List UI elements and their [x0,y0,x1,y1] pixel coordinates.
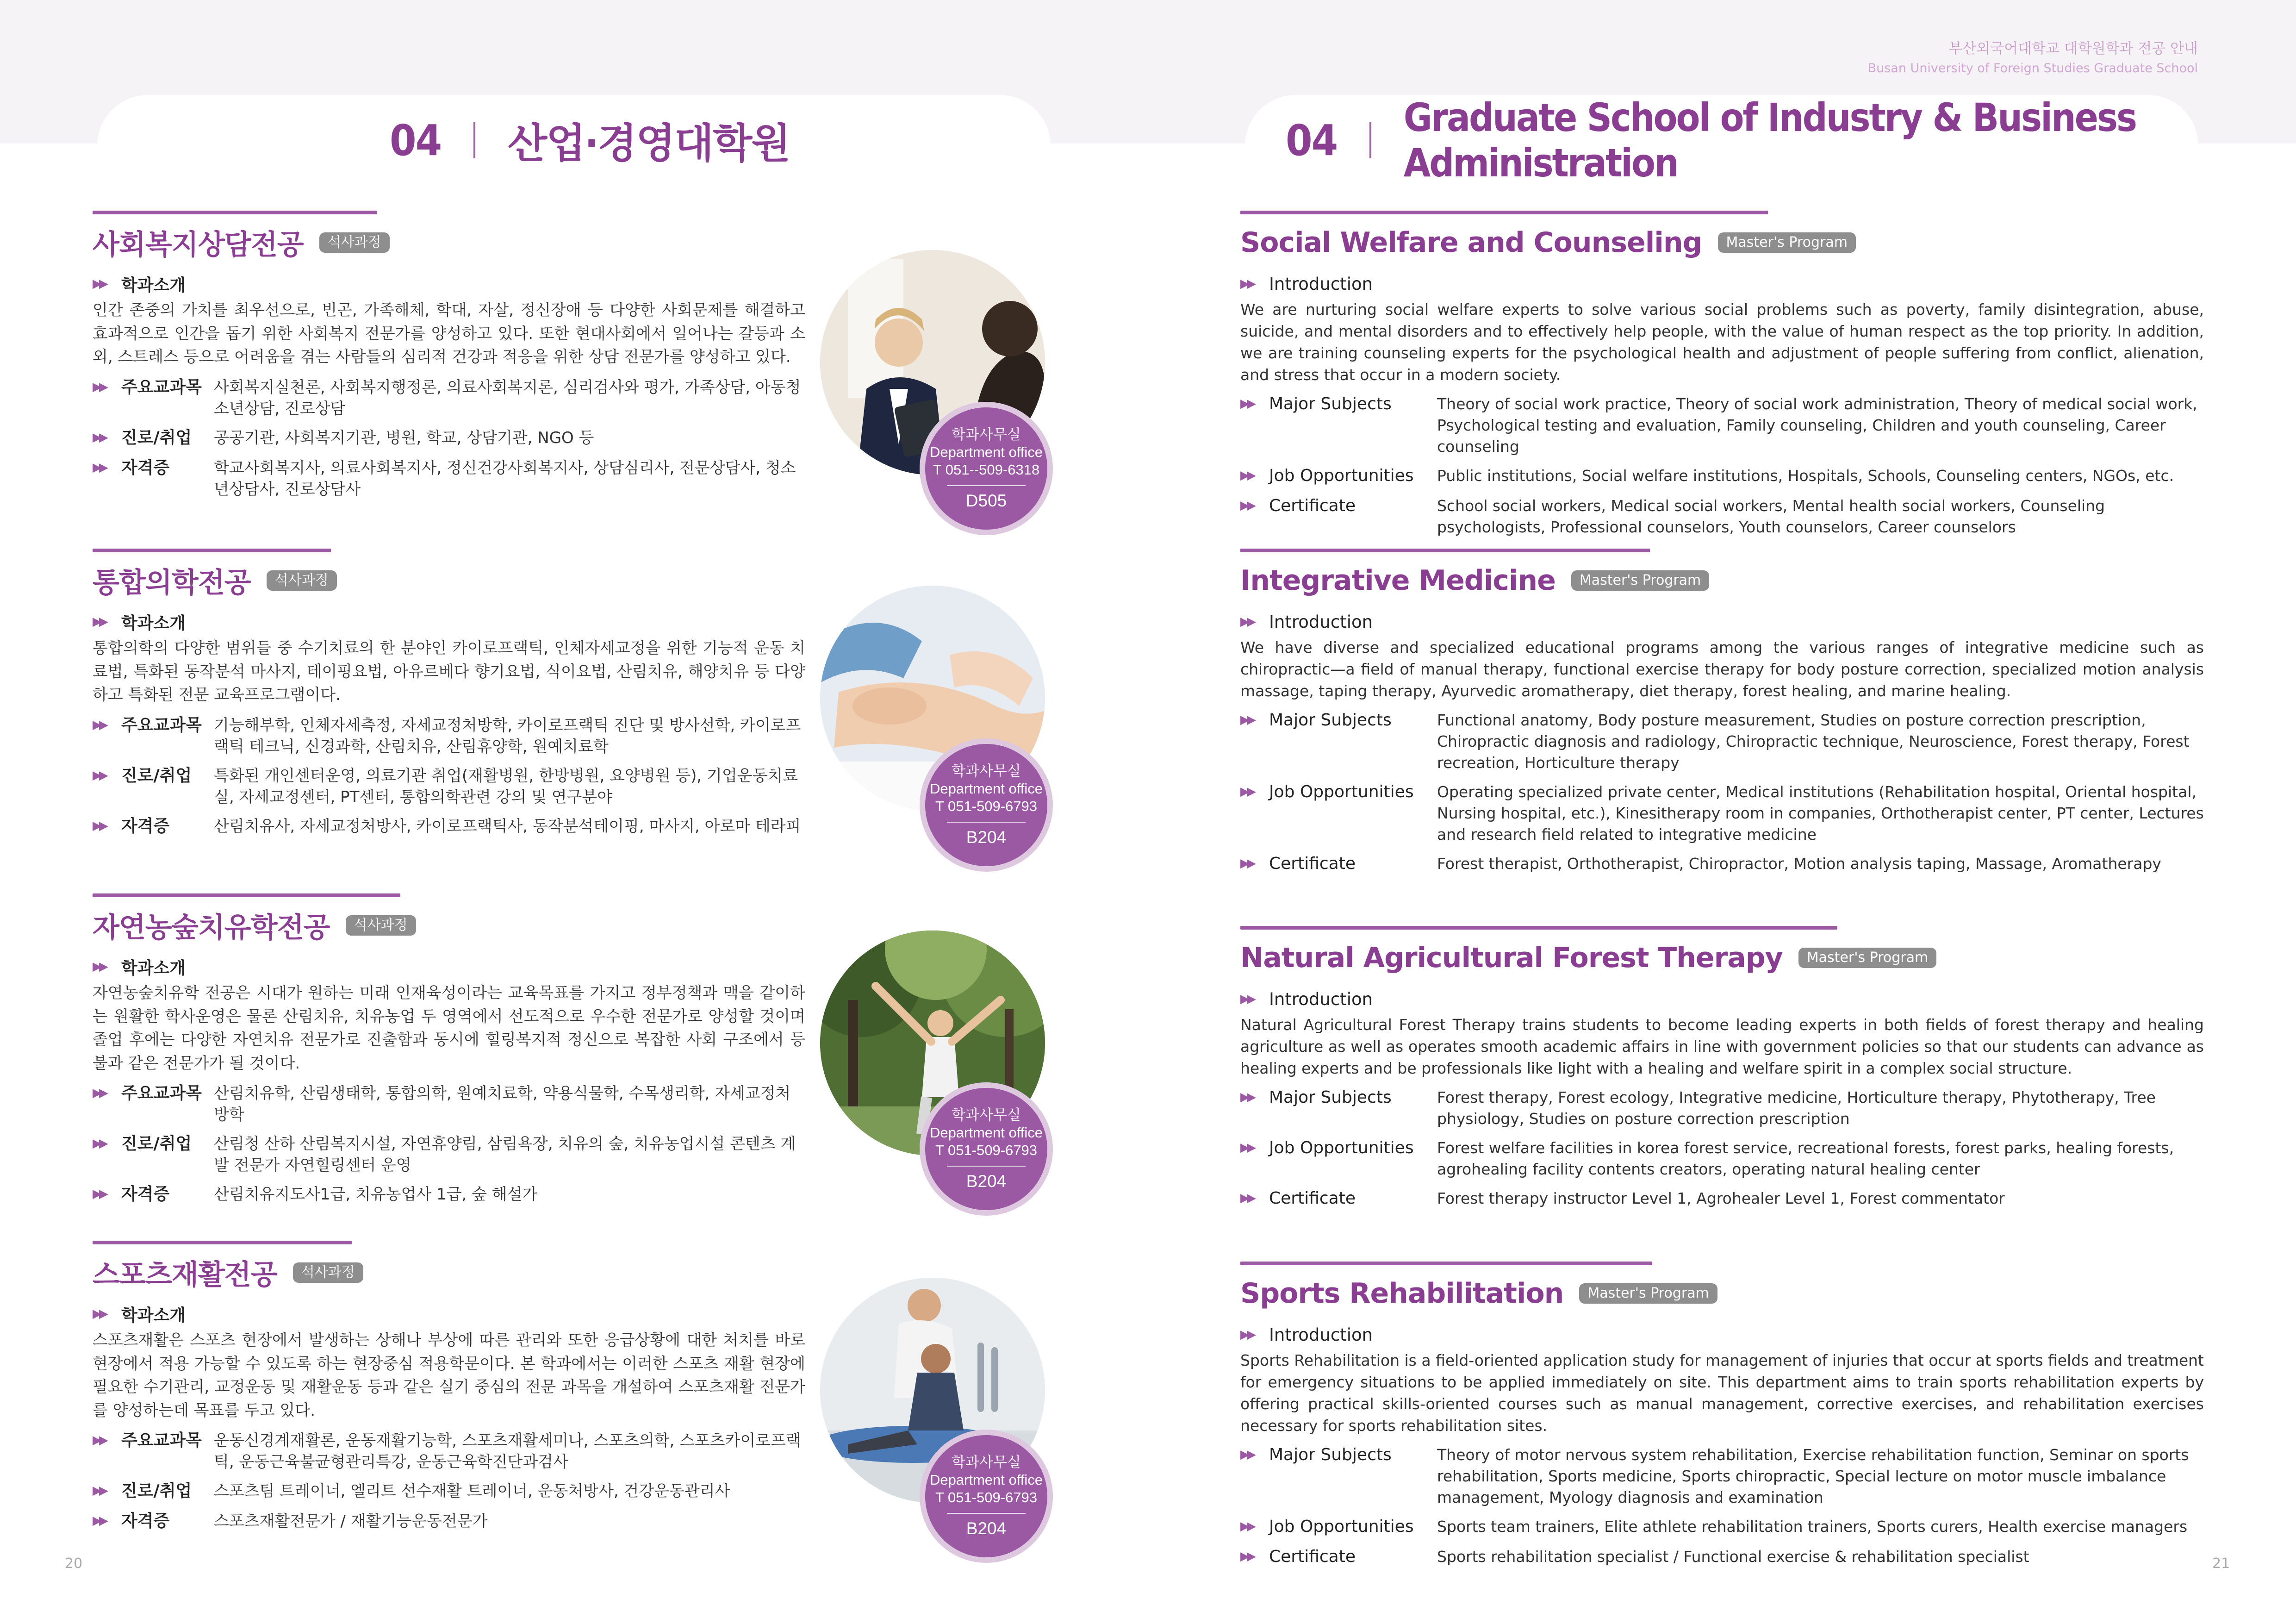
row-label [93,1479,214,1503]
section-heading [93,563,805,598]
title-number: 04 [390,115,442,165]
row-value: 산림치유지도사1급, 치유농업사 1급, 숲 해설가 [214,1185,538,1204]
row-value: 학교사회복지사, 의료사회복지사, 정신건강사회복지사, 상담심리사, 전문상담사, 청소년상담사, 진로상담사 [214,458,796,499]
row-label-text: 자격증 [121,1185,170,1204]
bullet-arrow-icon: ▶▶ [93,277,106,291]
intro-label: 학과소개 [121,275,186,295]
bullet-arrow-icon: ▶▶ [1240,468,1253,482]
row-value: Operating specialized private center, Medical institutions (Rehabilitation hospital, Oriental hospital, Nursing hospital, etc.), Kinesitherapy room in companies, Orthotherapist center, PT center, Lectures and research field related to integrative medicine [1437,783,2204,843]
info-row [93,1132,805,1176]
intro-paragraph: 스포츠재활은 스포츠 현장에서 발생하는 상해나 부상에 따른 관리와 또한 응급상황에 대한 처치를 바로 현장에서 적용 가능할 수 있도록 하는 현장중심 적용학문이다. 본 학과에서는 이러한 스포츠 재활 현장에 필요한 수기관리, 교정운동 및 재활운동 등과 같은 실기 중심의 전문 과목을 개설하여 스포츠재활 전문가를 양성하는데 목표를 두고 있다. [93,1331,805,1420]
intro-label: Introduction [1269,1324,1373,1345]
intro-label: Introduction [1269,612,1373,632]
title-number: 04 [1286,115,1338,165]
bullet-arrow-icon: ▶▶ [1240,1448,1253,1462]
section-title: Sports Rehabilitation [1240,1277,1564,1310]
office-en: Department office [929,781,1043,797]
program-badge: 석사과정 [267,570,337,591]
intro-paragraph: Natural Agricultural Forest Therapy trains students to become leading experts in both fields of forest therapy and healing agriculture as well as operates smooth academic affairs in line with government policies so that our students can advance as healing experts and be professionals like light with a healing and welfare spirit in a complex social structure. [1240,1016,2204,1077]
row-value: Sports rehabilitation specialist / Functional exercise & rehabilitation specialist [1437,1548,2029,1566]
row-label-text: 주요교과목 [121,1431,202,1450]
section-title: Natural Agricultural Forest Therapy [1240,942,1783,974]
row-label-text: Major Subjects [1269,1445,1392,1464]
info-row [93,426,805,450]
intro-paragraph: 인간 존중의 가치를 최우선으로, 빈곤, 가족해체, 학대, 자살, 정신장애 등 다양한 사회문제를 해결하고 효과적으로 인간을 돕기 위한 사회복지 전문가를 양성하고 있다. 또한 현대사회에서 일어나는 갈등과 소외, 스트레스 등으로 어려움을 겪는 사람들의 심리적 건강과 적응을 위한 상담 전문가를 양성하고 있다. [93,301,805,366]
info-row [1240,852,2204,875]
row-label-text: 진로/취업 [121,428,192,447]
bullet-arrow-icon: ▶▶ [93,1307,106,1321]
section-heading [93,225,805,260]
bullet-arrow-icon: ▶▶ [93,1187,106,1201]
bullet-arrow-icon: ▶▶ [1240,1141,1253,1155]
row-label-text: Major Subjects [1269,394,1392,413]
row-label-text: 자격증 [121,458,170,477]
bullet-arrow-icon: ▶▶ [93,818,106,833]
info-row [93,713,805,757]
title-divider [1369,122,1371,158]
intro-paragraph: 자연농숲치유학 전공은 시대가 원하는 미래 인재육성이라는 교육목표를 가지고 정부정책과 맥을 같이하는 원활한 학사운영은 물론 산림치유, 치유농업 두 영역에서 선도적으로 우수한 전문가로 양성할 것이며 졸업 후에는 다양한 자연치유 전문가로 진출함과 동시에 힐링복지적 정신으로 복잡한 사회 구조에서 등불과 같은 전문가가 될 것이다. [93,984,805,1073]
row-value: Forest therapist, Orthotherapist, Chiropractor, Motion analysis taping, Massage, Aromatherapy [1437,855,2161,873]
row-label [93,456,214,500]
bullet-arrow-icon: ▶▶ [1240,992,1253,1006]
intro-paragraph: Sports Rehabilitation is a field-oriented application study for management of injuries that occur at sports fields and treatment for emergency situations to be applied immediately on site. This department aims to train sports rehabilitation experts by offering practical skills-oriented courses such as manual management, corrective exercises, and rehabilitation exercises necessary for sports rehabilitation sites. [1240,1351,2204,1435]
row-label [93,814,214,838]
bullet-arrow-icon: ▶▶ [93,1137,106,1150]
info-row [1240,708,2204,774]
row-value: School social workers, Medical social workers, Mental health social workers, Counseling psychologists, Professional counselors, Youth counselors, Career counselors [1437,497,2105,536]
section-bar [1240,211,1768,214]
row-value: Forest therapy instructor Level 1, Agrohealer Level 1, Forest commentator [1437,1189,2005,1207]
row-label [1240,464,1437,487]
intro-heading [93,1302,805,1326]
office-room: D505 [965,491,1007,510]
intro-label: 학과소개 [121,613,186,633]
info-row [93,375,805,419]
office-ko: 학과사무실 [952,426,1021,443]
row-label [1240,1086,1437,1130]
office-room: B204 [966,1172,1007,1191]
row-label-text: 자격증 [121,816,170,836]
bullet-arrow-icon: ▶▶ [1240,1191,1253,1205]
bullet-arrow-icon: ▶▶ [1240,615,1253,629]
program-badge: 석사과정 [293,1262,363,1283]
office-divider [947,822,1026,823]
program-badge: Master's Program [1579,1283,1717,1304]
info-row [1240,392,2204,457]
department-office-badge [925,1435,1047,1557]
bullet-arrow-icon: ▶▶ [93,380,106,394]
row-label [93,1429,214,1473]
office-divider [947,1166,1026,1167]
program-badge: Master's Program [1718,232,1856,253]
office-en: Department office [929,1472,1043,1488]
office-ko: 학과사무실 [952,763,1021,779]
row-label [93,375,214,419]
bullet-arrow-icon: ▶▶ [93,1433,106,1447]
section-title: 사회복지상담전공 [93,229,304,261]
info-row [93,814,805,838]
info-row [1240,780,2204,845]
row-label-text: Job Opportunities [1269,466,1414,485]
info-row [93,1479,805,1503]
row-label-text: Major Subjects [1269,1088,1392,1107]
section-bar [1240,926,1837,930]
ko-section-2 [93,893,805,1206]
row-label-text: 자격증 [121,1512,170,1530]
section-title: 자연농숲치유학전공 [93,912,330,944]
office-en: Department office [929,1124,1043,1141]
department-office-badge [925,1088,1047,1210]
section-bar [93,211,377,214]
en-section-0 [1240,211,2204,538]
title-text: Graduate School of Industry & Business Administration [1403,95,2136,186]
section-title: 통합의학전공 [93,567,251,599]
row-label-text: Job Opportunities [1269,1517,1414,1536]
row-label-text: Certificate [1269,496,1356,515]
bullet-arrow-icon: ▶▶ [1240,713,1253,727]
row-value: 운동신경계재활론, 운동재활기능학, 스포츠재활세미나, 스포츠의학, 스포츠카이로프랙틱, 운동근육불균형관리특강, 운동근육학진단과검사 [214,1431,801,1471]
section-title: Social Welfare and Counseling [1240,226,1702,259]
bullet-arrow-icon: ▶▶ [93,430,106,444]
section-bar [93,893,400,897]
title-text: 산업·경영대학원 [508,119,790,167]
bullet-arrow-icon: ▶▶ [93,718,106,732]
section-heading [1240,563,2204,598]
row-label-text: 진로/취업 [121,1134,192,1153]
ko-section-0 [93,211,805,500]
row-value: Forest welfare facilities in korea forest service, recreational forests, forest parks, healing forests, agrohealing facility contents creators, operating natural healing center [1437,1139,2174,1178]
info-row [1240,464,2204,487]
row-label-text: 주요교과목 [121,1084,202,1103]
row-value: 사회복지실천론, 사회복지행정론, 의료사회복지론, 심리검사와 평가, 가족상담, 아동청소년상담, 진로상담 [214,378,801,418]
program-badge: Master's Program [1798,948,1936,968]
row-label-text: Certificate [1269,1189,1356,1208]
row-value: Functional anatomy, Body posture measurement, Studies on posture correction prescription, Chiropractic diagnosis and radiology, Chiropractic technique, Neuroscience, Forest therapy, Forest recreation, Horticulture therapy [1437,711,2190,772]
row-label-text: 진로/취업 [121,766,192,785]
row-label [93,764,214,808]
row-value: 특화된 개인센터운영, 의료기관 취업(재활병원, 한방병원, 요양병원 등), 기업운동치료실, 자세교정센터, PT센터, 통합의학관련 강의 및 연구분야 [214,766,798,806]
bullet-arrow-icon: ▶▶ [93,615,106,629]
intro-heading [1240,272,2204,296]
row-value: 기능해부학, 인체자세측정, 자세교정처방학, 카이로프랙틱 진단 및 방사선학, 카이로프랙틱 테크닉, 신경과학, 산림치유, 산림휴양학, 원예치료학 [214,716,801,756]
bullet-arrow-icon: ▶▶ [1240,499,1253,512]
intro-heading [1240,1323,2204,1347]
info-row [1240,1515,2204,1538]
row-value: Forest therapy, Forest ecology, Integrative medicine, Horticulture therapy, Phytotherapy, Tree physiology, Studies on posture correction prescription [1437,1088,2156,1128]
section-heading [93,1255,805,1290]
intro-heading [1240,610,2204,634]
right-page-title [1286,95,2296,186]
info-row [1240,1136,2204,1180]
row-label [1240,852,1437,875]
intro-heading [93,272,805,296]
bullet-arrow-icon: ▶▶ [1240,1519,1253,1533]
row-label [1240,392,1437,457]
row-label [1240,1515,1437,1538]
page-number-right: 21 [2212,1555,2230,1572]
section-heading [93,908,805,943]
row-label [93,426,214,450]
row-value: 산림치유학, 산림생태학, 통합의학, 원예치료학, 약용식물학, 수목생리학, 자세교정처방학 [214,1084,791,1124]
department-office-badge [925,407,1047,530]
office-en: Department office [929,444,1043,460]
info-row [93,764,805,808]
row-label [1240,780,1437,845]
section-heading [1240,941,2204,975]
row-label-text: Certificate [1269,854,1356,873]
row-value: Theory of motor nervous system rehabilitation, Exercise rehabilitation function, Seminar on sports rehabilitation, Sports medicine, Sports chiropractic, Special lecture on motor muscle imbalance management, Myology diagnosis and examination [1437,1446,2189,1506]
row-label [1240,1545,1437,1568]
bullet-arrow-icon: ▶▶ [1240,397,1253,411]
intro-label: 학과소개 [121,958,186,978]
left-page-title [390,115,790,166]
header-ko: 부산외국어대학교 대학원학과 전공 안내 [1948,40,2198,57]
section-bar [93,549,331,552]
program-badge: Master's Program [1571,570,1709,591]
row-label [1240,1136,1437,1180]
row-label [1240,494,1437,538]
bullet-arrow-icon: ▶▶ [93,460,106,475]
intro-heading [1240,987,2204,1011]
section-title: 스포츠재활전공 [93,1259,277,1291]
row-value: 산림청 산하 산림복지시설, 자연휴양림, 삼림욕장, 치유의 숲, 치유농업시설 콘텐츠 계발 전문가 자연힐링센터 운영 [214,1135,796,1174]
en-section-2 [1240,926,2204,1210]
office-ko: 학과사무실 [952,1107,1021,1123]
row-value: 산림치유사, 자세교정처방사, 카이로프랙틱사, 동작분석테이핑, 마사지, 아로마 테라피 [214,817,801,836]
bullet-arrow-icon: ▶▶ [1240,1090,1253,1104]
bullet-arrow-icon: ▶▶ [93,960,106,974]
info-row [93,1429,805,1473]
row-value: Public institutions, Social welfare institutions, Hospitals, Schools, Counseling centers, NGOs, etc. [1437,467,2174,485]
en-section-3 [1240,1262,2204,1568]
bullet-arrow-icon: ▶▶ [1240,277,1253,291]
row-value: Sports team trainers, Elite athlete rehabilitation trainers, Sports curers, Health exercise managers [1437,1518,2188,1536]
office-tel: T 051--509-6318 [933,462,1040,478]
row-label [1240,1443,1437,1508]
row-value: 공공기관, 사회복지기관, 병원, 학교, 상담기관, NGO 등 [214,428,594,447]
info-row [1240,494,2204,538]
ko-section-3 [93,1241,805,1533]
office-divider [947,485,1026,486]
info-row [1240,1545,2204,1568]
program-badge: 석사과정 [346,915,416,936]
intro-heading [93,610,805,634]
section-heading [1240,225,2204,260]
row-label-text: 진로/취업 [121,1481,192,1500]
bullet-arrow-icon: ▶▶ [1240,1549,1253,1563]
bullet-arrow-icon: ▶▶ [1240,1328,1253,1342]
row-label [1240,1187,1437,1210]
row-value: Theory of social work practice, Theory of social work administration, Theory of medical social work, Psychological testing and evaluation, Family counseling, Children and youth counseling, Career counseling [1437,395,2197,456]
intro-label: 학과소개 [121,1305,186,1325]
row-label [93,1509,214,1533]
row-value: 스포츠재활전문가 / 재활기능운동전문가 [214,1512,488,1530]
intro-heading [93,955,805,979]
office-room: B204 [966,1519,1007,1538]
section-bar [93,1241,352,1244]
info-row [93,1081,805,1125]
office-tel: T 051-509-6793 [935,798,1038,814]
title-divider [473,122,475,158]
info-row [1240,1187,2204,1210]
row-label [93,1182,214,1206]
bullet-arrow-icon: ▶▶ [93,1484,106,1498]
bullet-arrow-icon: ▶▶ [1240,785,1253,799]
info-row [93,1182,805,1206]
row-label-text: Certificate [1269,1547,1356,1566]
ko-section-1 [93,549,805,838]
info-row [1240,1443,2204,1508]
section-title: Integrative Medicine [1240,564,1556,597]
info-row [93,456,805,500]
office-ko: 학과사무실 [952,1454,1021,1470]
bullet-arrow-icon: ▶▶ [93,768,106,782]
info-row [93,1509,805,1533]
row-value: 스포츠팀 트레이너, 엘리트 선수재활 트레이너, 운동처방사, 건강운동관리사 [214,1482,730,1500]
row-label [93,1081,214,1125]
info-row [1240,1086,2204,1130]
intro-paragraph: We have diverse and specialized educational programs among the various ranges of integrative medicine such as chiropractic—a field of manual therapy, functional exercise therapy for body posture correction, specialized motion analysis massage, taping therapy, Ayurvedic aromatherapy, diet therapy, forest healing, and marine healing. [1240,638,2204,700]
header-en: Busan University of Foreign Studies Graduate School [1867,61,2198,75]
row-label [1240,708,1437,774]
office-room: B204 [966,828,1007,847]
office-divider [947,1513,1026,1514]
row-label-text: Major Subjects [1269,711,1392,730]
intro-paragraph: We are nurturing social welfare experts to solve various social problems such as poverty, family disintegration, abuse, suicide, and mental disorders and to effectively help people, with the value of human respect as the top priority. In addition, we are training counseling experts for the psychological health and adjustment of people suffering from conflict, alienation, and stress that occur in a modern society. [1240,300,2204,384]
section-bar [1240,1262,1652,1265]
section-heading [1240,1276,2204,1311]
intro-label: Introduction [1269,274,1373,294]
department-office-badge [925,744,1047,866]
program-badge: 석사과정 [319,232,390,253]
bullet-arrow-icon: ▶▶ [1240,856,1253,870]
row-label [93,713,214,757]
page-number-left: 20 [65,1555,83,1572]
running-header [1868,38,2198,78]
row-label-text: Job Opportunities [1269,1138,1414,1157]
row-label-text: Job Opportunities [1269,782,1414,801]
intro-label: Introduction [1269,989,1373,1009]
row-label-text: 주요교과목 [121,377,202,397]
row-label-text: 주요교과목 [121,715,202,735]
office-tel: T 051-509-6793 [935,1489,1038,1505]
office-tel: T 051-509-6793 [935,1142,1038,1158]
bullet-arrow-icon: ▶▶ [93,1086,106,1100]
section-bar [1240,549,1650,552]
intro-paragraph: 통합의학의 다양한 범위들 중 수기치료의 한 분야인 카이로프랙틱, 인체자세교정을 위한 기능적 운동 치료법, 특화된 동작분석 마사지, 테이핑요법, 아유르베다 향기요법, 식이요법, 산림치유, 해양치유 등 다양하고 특화된 전문 교육프로그램이다. [93,639,805,704]
row-label [93,1132,214,1176]
en-section-1 [1240,549,2204,875]
bullet-arrow-icon: ▶▶ [93,1514,106,1528]
